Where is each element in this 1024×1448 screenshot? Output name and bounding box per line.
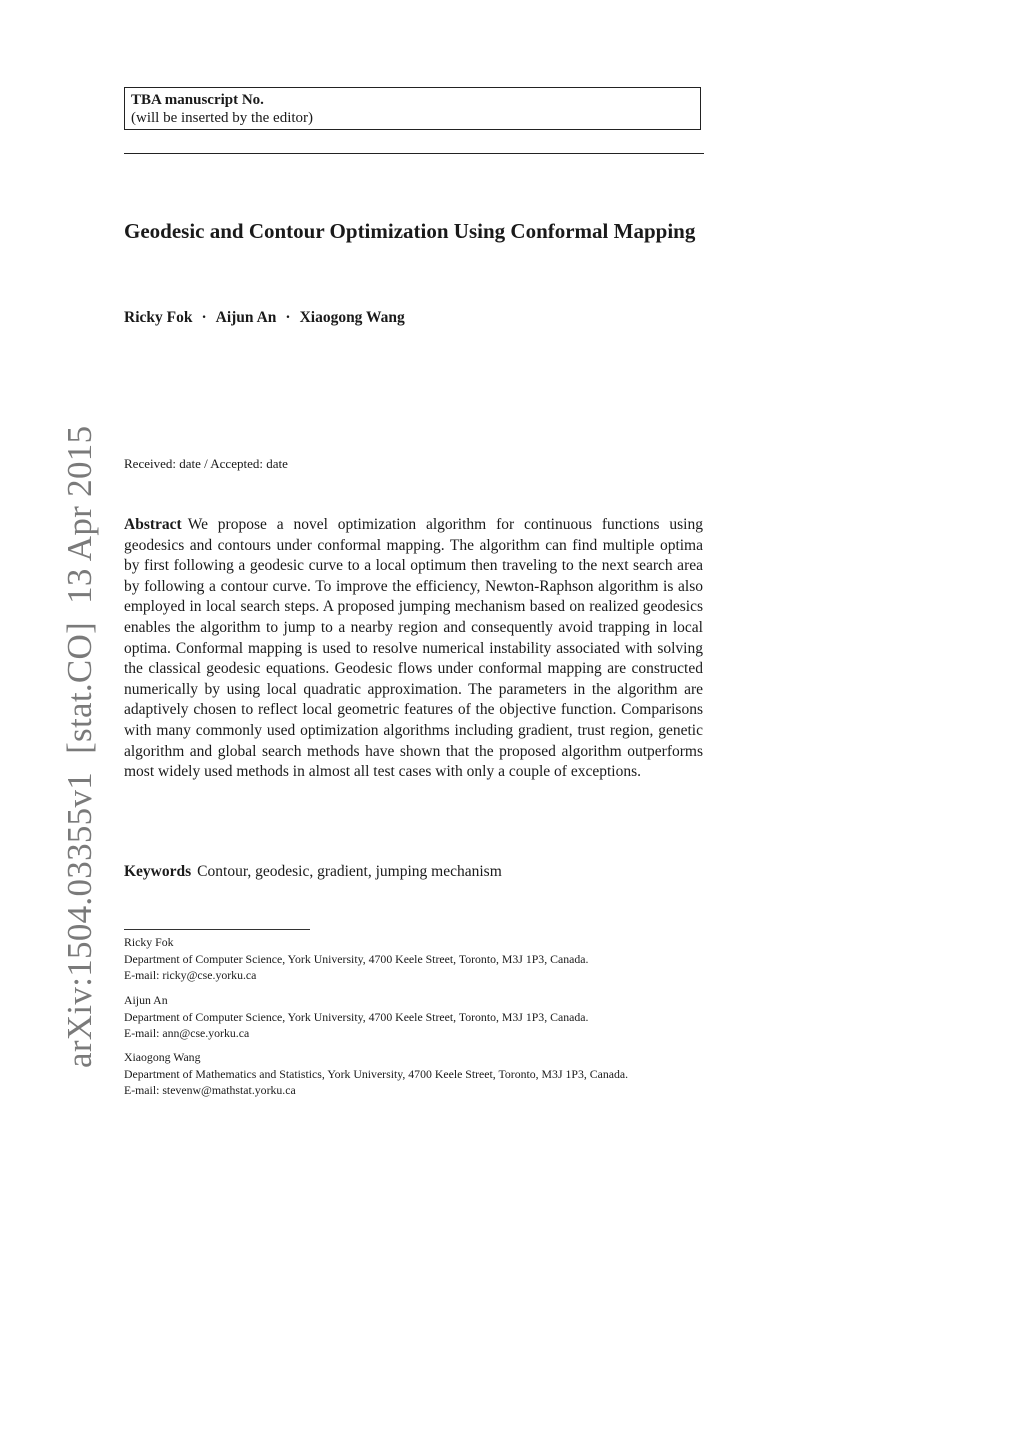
- affiliation-name: Ricky Fok: [124, 935, 174, 949]
- keywords-text: Contour, geodesic, gradient, jumping mechanism: [197, 863, 502, 880]
- received-accepted-dates: Received: date / Accepted: date: [124, 456, 288, 471]
- affiliation-department: Department of Computer Science, York University, 4700 Keele Street, Toronto, M3J 1P3, Canada.: [124, 951, 589, 966]
- abstract-text: We propose a novel optimization algorithm for continuous functions using geodesics and contours under conformal mapping. The algorithm can find multiple optima by first following a geodesic curve to a local optimum then traveling to the next search area by following a contour curve. To improve the efficiency, Newton-Raphson algorithm is also employed in local search steps. A proposed jumping mechanism based on realized geodesics enables the algorithm to jump to a nearby region and consequently avoid trapping in local optima. Conformal mapping is used to resolve numerical instability associated with solving the classical geodesic equations. Geodesic flows under conformal mapping are constructed numerically by using local quadratic approximation. The parameters in the algorithm are adaptively chosen to reflect local geometric features of the objective function. Comparisons with many commonly used optimization algorithms including gradient, trust region, genetic algorithm and global search methods have shown that the proposed algorithm outperforms most widely used methods in almost all test cases with only a couple of exceptions.: [124, 516, 703, 781]
- arxiv-sidebar-stamp: [62, 426, 97, 1068]
- arxiv-id: arXiv:1504.03355v1: [60, 771, 99, 1068]
- affiliation-department: Department of Computer Science, York University, 4700 Keele Street, Toronto, M3J 1P3, Canada.: [124, 1009, 589, 1024]
- manuscript-number-box: [124, 87, 701, 130]
- paper-title: Geodesic and Contour Optimization Using Conformal Mapping: [124, 219, 696, 243]
- affiliation-block: [124, 992, 714, 1042]
- abstract-heading: Abstract: [124, 516, 182, 533]
- affiliation-block: [124, 934, 714, 984]
- affiliation-department: Department of Mathematics and Statistics, York University, 4700 Keele Street, Toronto, M3J 1P3, Canada.: [124, 1066, 629, 1081]
- arxiv-category: [stat.CO]: [60, 621, 99, 754]
- affiliation-email: E-mail: ricky@cse.yorku.ca: [124, 968, 257, 982]
- header-rule: [124, 153, 704, 154]
- author-list: [124, 309, 405, 327]
- abstract: [124, 515, 703, 783]
- author-separator: ·: [285, 309, 291, 326]
- author-name: Ricky Fok: [124, 309, 193, 326]
- arxiv-date: 13 Apr 2015: [60, 425, 99, 604]
- affiliation-email: E-mail: ann@cse.yorku.ca: [124, 1026, 250, 1040]
- author-separator: ·: [201, 309, 207, 326]
- keywords-heading: Keywords: [124, 863, 192, 880]
- affiliation-email: E-mail: stevenw@mathstat.yorku.ca: [124, 1083, 296, 1097]
- author-name: Xiaogong Wang: [299, 309, 405, 326]
- manuscript-number-label: TBA manuscript No.: [131, 92, 264, 108]
- editor-note: (will be inserted by the editor): [131, 110, 314, 126]
- footnote-rule: [124, 929, 310, 930]
- author-name: Aijun An: [215, 309, 277, 326]
- affiliation-name: Aijun An: [124, 993, 168, 1007]
- keywords: [124, 863, 502, 881]
- affiliation-block: [124, 1049, 714, 1099]
- affiliation-name: Xiaogong Wang: [124, 1050, 201, 1064]
